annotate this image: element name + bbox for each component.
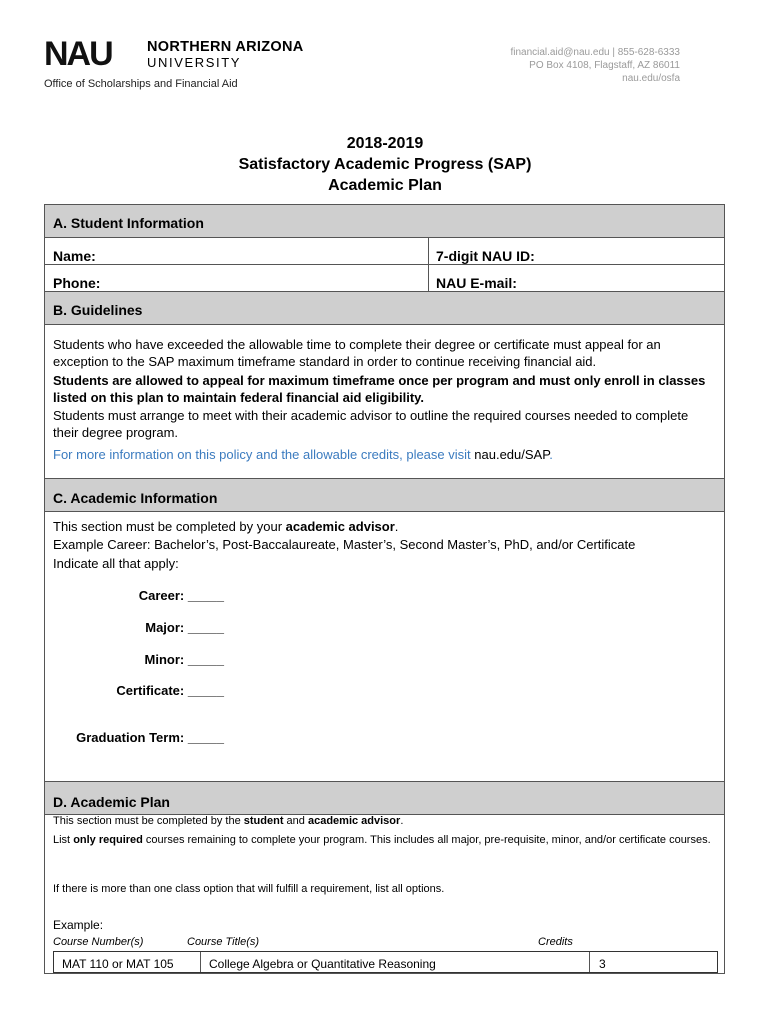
guideline-2: Students are allowed to appeal for maximum timeframe once per program and must only enroll in classes listed on this plan to maintain federal financial aid eligibility.	[53, 373, 706, 405]
university-name-line2: UNIVERSITY	[147, 54, 242, 70]
contact-website: nau.edu/osfa	[622, 73, 680, 84]
page-title	[0, 133, 770, 196]
section-b-heading: B. Guidelines	[45, 291, 724, 325]
form-box	[44, 204, 725, 974]
guideline-3: Students must arrange to meet with their academic advisor to outline the required courses needed to complete their degree program.	[53, 408, 689, 440]
section-a-divider	[428, 238, 429, 292]
section-a-heading: A. Student Information	[45, 204, 724, 238]
office-name: Office of Scholarships and Financial Aid	[44, 78, 238, 90]
plan-note-and: and	[283, 815, 308, 827]
minor-field[interactable]: Minor: _____	[144, 652, 224, 667]
career-field[interactable]: Career: _____	[138, 588, 224, 603]
major-field[interactable]: Major: _____	[145, 620, 224, 635]
section-a-row-line	[45, 264, 724, 265]
col-credits: Credits	[538, 936, 573, 948]
university-name-line1: NORTHERN ARIZONA	[147, 39, 304, 55]
graduation-term-field[interactable]: Graduation Term: _____	[76, 730, 224, 745]
sap-link[interactable]: nau.edu/SAP	[474, 447, 550, 462]
col-course-number: Course Number(s)	[53, 936, 144, 948]
advisor-note-prefix: This section must be completed by your	[53, 519, 286, 534]
example-row	[53, 951, 718, 973]
required-courses-note	[53, 833, 713, 848]
phone-label: Phone:	[53, 275, 101, 291]
example-divider-2	[589, 952, 590, 972]
indicate-all: Indicate all that apply:	[53, 556, 179, 571]
more-info-period: .	[549, 447, 553, 462]
class-option-note: If there is more than one class option that will fulfill a requirement, list all options.	[53, 883, 445, 895]
plan-note	[53, 814, 713, 829]
advisor-note-suffix: .	[394, 519, 399, 534]
guideline-4	[53, 446, 713, 463]
title-year: 2018-2019	[346, 135, 424, 152]
example-course-number: MAT 110 or MAT 105	[62, 957, 174, 971]
section-c-heading: C. Academic Information	[45, 478, 724, 512]
example-credits: 3	[599, 957, 606, 971]
plan-note-suffix: .	[400, 815, 404, 827]
required-note-suffix: courses remaining to complete your program. This includes all major, pre-requisite, minor, and/or certificate courses.	[142, 834, 711, 846]
contact-address: PO Box 4108, Flagstaff, AZ 86011	[529, 60, 680, 71]
example-divider-1	[200, 952, 201, 972]
career-example: Example Career: Bachelor’s, Post-Baccalaureate, Master’s, Second Master’s, PhD, and/or Certificate	[53, 537, 636, 552]
guideline-1: Students who have exceeded the allowable time to complete their degree or certificate must appeal for an exception to the SAP maximum timeframe standard in order to continue receiving financial aid.	[53, 337, 661, 369]
certificate-field[interactable]: Certificate: _____	[116, 683, 224, 698]
nau-email-label: NAU E-mail:	[436, 275, 517, 291]
nau-logo	[44, 38, 139, 68]
section-d-heading: D. Academic Plan	[45, 781, 724, 815]
plan-note-prefix: This section must be completed by the	[53, 815, 244, 827]
university-name	[147, 40, 304, 69]
name-label: Name:	[53, 248, 96, 264]
contact-info	[510, 46, 680, 85]
title-sap: Satisfactory Academic Progress (SAP)	[238, 156, 532, 173]
more-info-text: For more information on this policy and the allowable credits, please visit	[53, 447, 475, 462]
advisor-note	[53, 518, 713, 535]
contact-email-phone: financial.aid@nau.edu | 855-628-6333	[510, 47, 680, 58]
required-note-prefix: List	[53, 834, 74, 846]
nau-logo-mark: NAU	[44, 38, 112, 68]
plan-note-advisor: academic advisor	[307, 815, 401, 827]
example-label: Example:	[53, 918, 104, 932]
nau-id-label: 7-digit NAU ID:	[436, 248, 535, 264]
advisor-note-bold: academic advisor	[285, 519, 395, 534]
required-note-bold: only required	[73, 834, 143, 846]
col-course-title: Course Title(s)	[187, 936, 260, 948]
title-plan: Academic Plan	[328, 177, 442, 194]
example-course-title: College Algebra or Quantitative Reasoning	[209, 957, 436, 971]
plan-note-student: student	[243, 815, 284, 827]
